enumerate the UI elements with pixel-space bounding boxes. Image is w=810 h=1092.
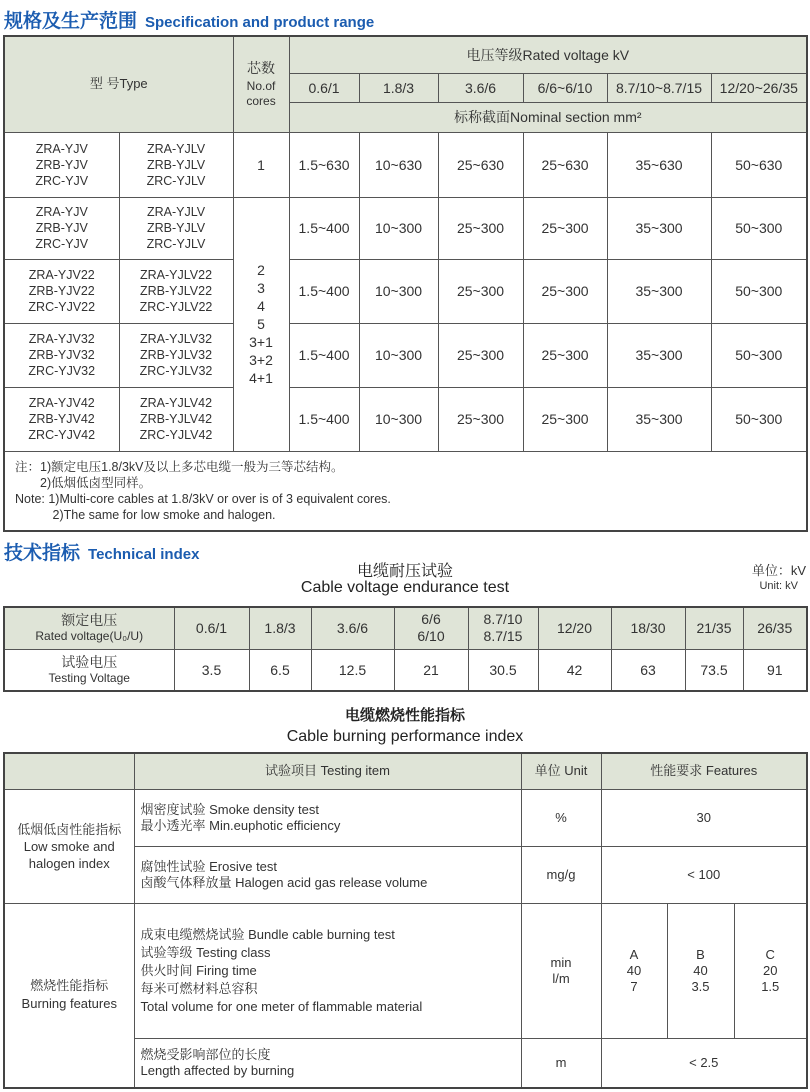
model-cell	[119, 387, 233, 451]
bundle-burning-item: 成束电缆燃烧试验 Bundle cable burning test 试验等级 Testing class 供火时间 Firing time 每米可燃材料总容积 Total volume for one meter of flammable material	[134, 903, 521, 1038]
section-range: 25~300	[523, 323, 607, 387]
section-range: 35~300	[607, 197, 711, 259]
class-c: C 20 1.5	[734, 903, 807, 1038]
model-name: ZRB-YJV32	[28, 348, 95, 362]
section-range: 50~630	[711, 132, 807, 197]
burning-caption-cn: 电缆燃烧性能指标	[344, 707, 465, 724]
model-name: ZRA-YJV22	[28, 268, 95, 282]
spec-table	[3, 35, 808, 532]
model-cell	[4, 323, 119, 387]
model-name: ZRC-YJLV	[146, 237, 206, 251]
section-range: 35~300	[607, 323, 711, 387]
section-range: 25~300	[523, 197, 607, 259]
voltage-test-caption-en: Cable voltage endurance test	[300, 579, 510, 596]
rated-voltage: 1.8/3	[249, 607, 311, 649]
model-name: ZRA-YJV	[35, 141, 88, 156]
model-name: ZRC-YJV32	[28, 364, 96, 378]
voltage-col-header: 12/20~26/35	[711, 73, 807, 102]
rated-voltage: 12/20	[538, 607, 611, 649]
voltage-col-header: 8.7/10~8.7/15	[607, 73, 711, 102]
spec-row	[4, 259, 807, 323]
section-range: 25~300	[523, 259, 607, 323]
testing-voltage: 73.5	[685, 649, 743, 691]
testing-voltage: 91	[743, 649, 807, 691]
model-name: ZRC-YJLV22	[139, 300, 213, 314]
unit: min l/m	[521, 903, 601, 1038]
model-cell	[4, 132, 119, 197]
rated-voltage: 8.7/10 8.7/15	[468, 607, 538, 649]
note-line: Note: 1)Multi-core cables at 1.8/3kV or over is of 3 equivalent cores.	[15, 491, 391, 506]
length-affected-item: 燃烧受影响部位的长度 Length affected by burning	[134, 1038, 521, 1088]
title-cn: 规格及生产范围	[4, 11, 138, 32]
model-name: ZRA-YJV42	[28, 396, 95, 410]
feature-value: < 2.5	[601, 1038, 807, 1088]
testing-voltage: 6.5	[249, 649, 311, 691]
section-range: 50~300	[711, 387, 807, 451]
section-range: 10~300	[359, 323, 438, 387]
model-cell	[4, 387, 119, 451]
feature-value: 30	[601, 789, 807, 846]
testing-voltage: 3.5	[174, 649, 249, 691]
notes	[4, 451, 807, 531]
model-name: ZRA-YJLV	[146, 205, 206, 219]
section-range: 35~300	[607, 387, 711, 451]
rated-voltage: 26/35	[743, 607, 807, 649]
model-name: ZRA-YJV32	[28, 332, 95, 346]
voltage-test-caption-cn: 电缆耐压试验	[356, 563, 453, 580]
unit: m	[521, 1038, 601, 1088]
features-header: 性能要求 Features	[601, 753, 807, 789]
model-cell	[119, 197, 233, 259]
burning-caption-en: Cable burning performance index	[286, 728, 524, 745]
voltage-col-header: 1.8/3	[359, 73, 438, 102]
testing-voltage: 12.5	[311, 649, 394, 691]
unit: mg/g	[521, 846, 601, 903]
core-count: 3+1	[249, 334, 273, 350]
unit-cn: 单位：kV	[751, 563, 806, 578]
model-name: ZRA-YJLV22	[140, 268, 213, 282]
unit-en: Unit: kV	[759, 580, 798, 592]
model-name: ZRC-YJV	[35, 173, 89, 188]
smoke-density-item: 烟密度试验 Smoke density test 最小透光率 Min.euphotic efficiency	[134, 789, 521, 846]
model-cell	[119, 323, 233, 387]
section-range: 35~630	[607, 132, 711, 197]
model-name: ZRC-YJV	[35, 237, 89, 251]
type-header: 型 号Type	[4, 36, 233, 132]
core-count: 3+2	[249, 352, 273, 368]
model-name: ZRA-YJLV32	[140, 332, 213, 346]
section-range: 10~300	[359, 197, 438, 259]
section-range: 10~300	[359, 259, 438, 323]
model-name: ZRC-YJLV32	[139, 364, 213, 378]
class-b: B 40 3.5	[667, 903, 734, 1038]
cores-cell: 1	[233, 132, 289, 197]
unit-header: 单位 Unit	[521, 753, 601, 789]
testing-item-header: 试验项目 Testing item	[134, 753, 521, 789]
testing-voltage-label: 试验电压 Testing Voltage	[4, 649, 174, 691]
model-name: ZRB-YJLV	[146, 221, 206, 235]
model-name: ZRB-YJV42	[28, 412, 95, 426]
rated-voltage: 3.6/6	[311, 607, 394, 649]
testing-voltage: 42	[538, 649, 611, 691]
section-range: 50~300	[711, 259, 807, 323]
model-name: ZRA-YJLV	[146, 141, 206, 156]
spec-row	[4, 197, 807, 259]
section-range: 50~300	[711, 323, 807, 387]
model-name: ZRC-YJV22	[28, 300, 96, 314]
model-name: ZRC-YJLV42	[139, 428, 213, 442]
model-cell	[4, 259, 119, 323]
voltage-test-table	[3, 606, 808, 692]
rated-voltage: 6/6 6/10	[394, 607, 468, 649]
model-name: ZRC-YJLV	[146, 173, 206, 188]
section-range: 25~300	[438, 323, 523, 387]
title-en: Technical index	[88, 546, 200, 563]
spec-section-title	[4, 6, 374, 33]
section-range: 25~300	[523, 387, 607, 451]
section-range: 10~630	[359, 132, 438, 197]
model-name: ZRB-YJLV	[146, 157, 206, 172]
section-range: 1.5~400	[289, 323, 359, 387]
model-name: ZRB-YJV	[35, 221, 88, 235]
spec-row	[4, 387, 807, 451]
burning-group: 燃烧性能指标 Burning features	[4, 903, 134, 1088]
model-name: ZRA-YJV	[35, 205, 88, 219]
testing-voltage: 21	[394, 649, 468, 691]
rated-voltage: 21/35	[685, 607, 743, 649]
voltage-col-header: 3.6/6	[438, 73, 523, 102]
class-a: A 40 7	[601, 903, 667, 1038]
spec-row	[4, 323, 807, 387]
testing-voltage: 30.5	[468, 649, 538, 691]
model-name: ZRB-YJLV42	[140, 412, 213, 426]
rated-voltage-label: 额定电压 Rated voltage(U₀/U)	[4, 607, 174, 649]
section-range: 35~300	[607, 259, 711, 323]
section-range: 25~630	[523, 132, 607, 197]
burning-table	[3, 752, 808, 1089]
feature-value: < 100	[601, 846, 807, 903]
unit: %	[521, 789, 601, 846]
section-range: 1.5~400	[289, 387, 359, 451]
cores-cell	[233, 197, 289, 451]
section-range: 1.5~400	[289, 259, 359, 323]
core-count: 4+1	[249, 370, 273, 386]
core-count: 4	[257, 298, 265, 314]
model-name: ZRB-YJLV32	[140, 348, 213, 362]
voltage-header: 电压等级Rated voltage kV	[289, 36, 807, 73]
rated-voltage: 0.6/1	[174, 607, 249, 649]
section-range: 25~300	[438, 259, 523, 323]
note-line: 2)低烟低卤型同样。	[15, 475, 152, 490]
model-name: ZRC-YJV42	[28, 428, 96, 442]
erosive-item: 腐蚀性试验 Erosive test 卤酸气体释放量 Halogen acid gas release volume	[134, 846, 521, 903]
section-range: 25~630	[438, 132, 523, 197]
core-count: 5	[257, 316, 265, 332]
title-en: Specification and product range	[145, 14, 375, 31]
model-name: ZRB-YJV22	[28, 284, 95, 298]
core-count: 3	[257, 280, 265, 296]
note-line: 注：1)额定电压1.8/3kV及以上多芯电缆一般为三等芯结构。	[15, 459, 344, 474]
model-cell	[119, 132, 233, 197]
model-cell	[4, 197, 119, 259]
cores-header: 芯数 No.of cores	[233, 36, 289, 132]
model-cell	[119, 259, 233, 323]
voltage-col-header: 6/6~6/10	[523, 73, 607, 102]
model-name: ZRA-YJLV42	[140, 396, 213, 410]
model-name: ZRB-YJLV22	[140, 284, 213, 298]
section-range: 1.5~400	[289, 197, 359, 259]
low-smoke-group: 低烟低卤性能指标 Low smoke and halogen index	[4, 789, 134, 903]
note-line: 2)The same for low smoke and halogen.	[15, 507, 276, 522]
section-range: 25~300	[438, 197, 523, 259]
section-range: 25~300	[438, 387, 523, 451]
rated-voltage: 18/30	[611, 607, 685, 649]
section-range: 10~300	[359, 387, 438, 451]
section-range: 1.5~630	[289, 132, 359, 197]
voltage-col-header: 0.6/1	[289, 73, 359, 102]
section-range: 50~300	[711, 197, 807, 259]
section-header: 标称截面Nominal section mm²	[289, 102, 807, 132]
spec-row	[4, 132, 807, 197]
model-name: ZRB-YJV	[35, 157, 88, 172]
title-cn: 技术指标	[4, 543, 81, 564]
testing-voltage: 63	[611, 649, 685, 691]
core-count: 2	[257, 262, 265, 278]
